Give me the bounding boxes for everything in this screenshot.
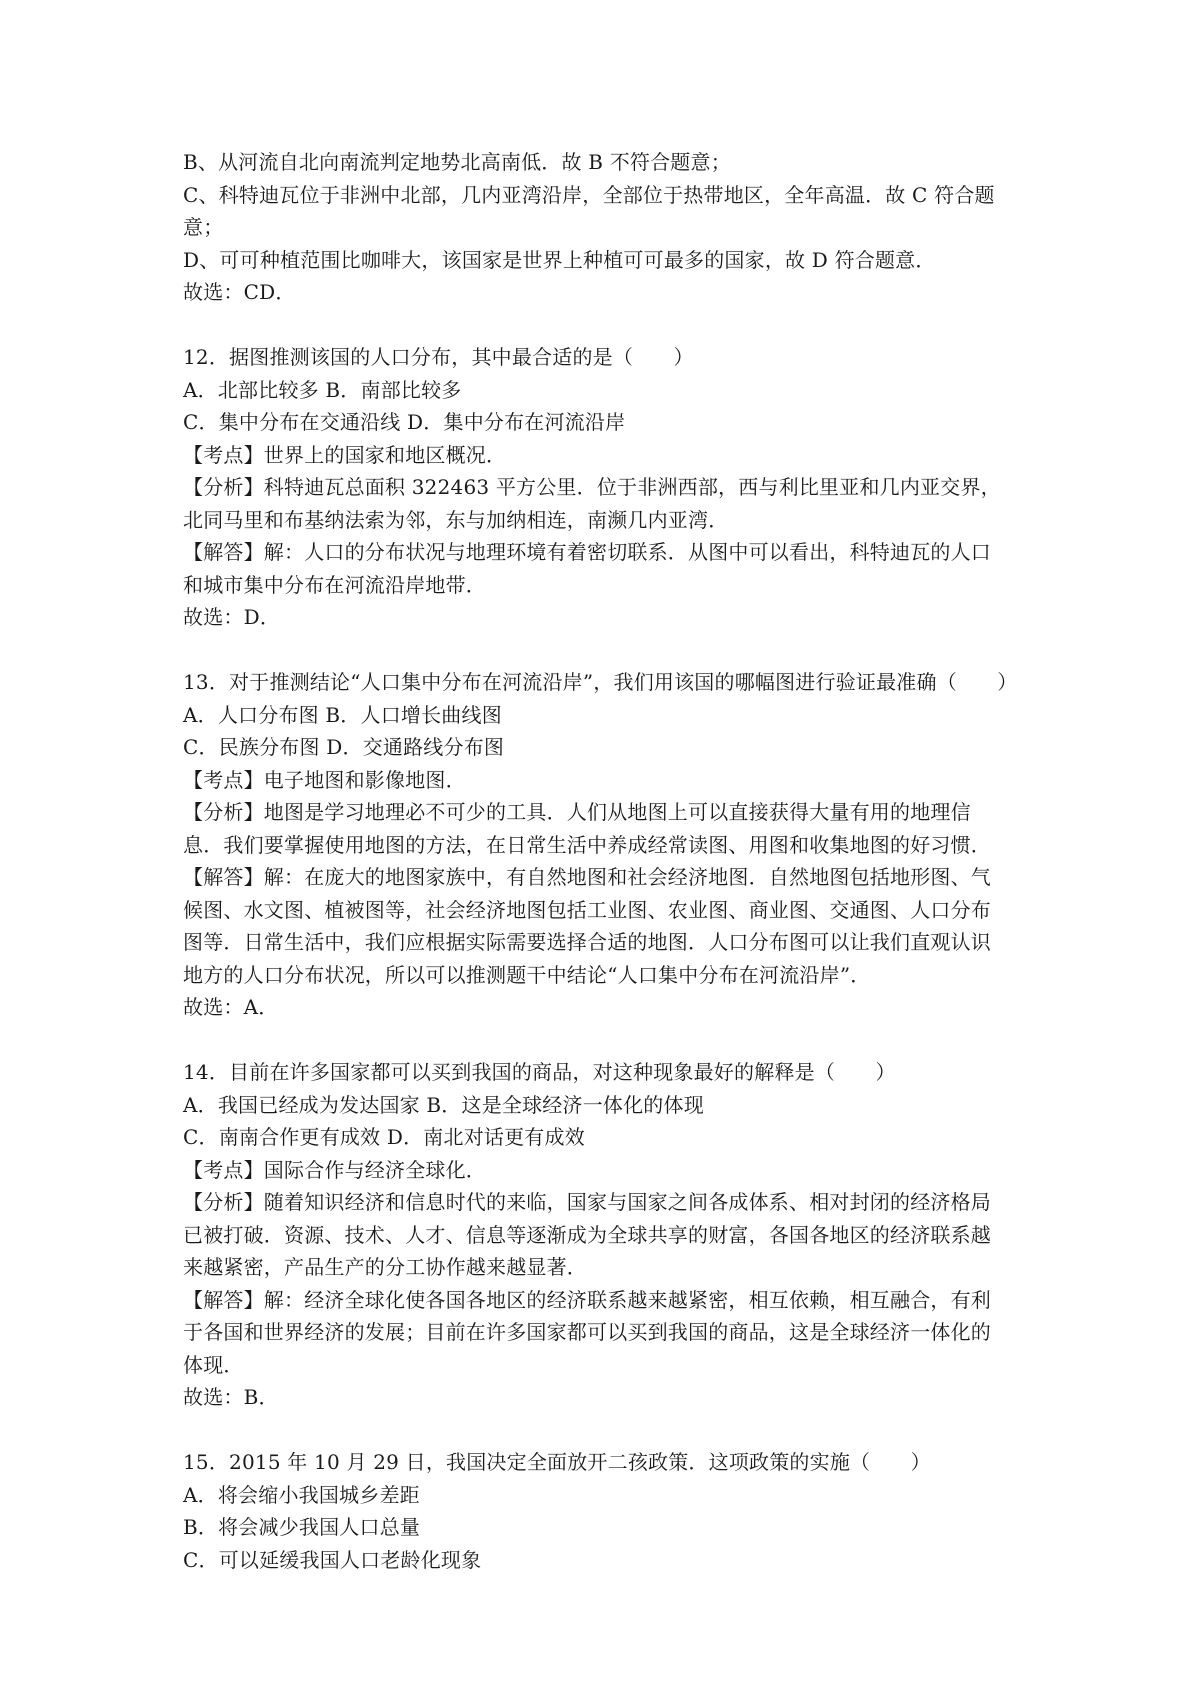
options-cd: C．集中分布在交通沿线 D．集中分布在河流沿岸 (183, 410, 626, 434)
analysis-line: 【分析】科特迪瓦总面积 322463 平方公里．位于非洲西部，西与利比里亚和几内亚交界， (183, 475, 1001, 499)
topic-line: 【考点】电子地图和影像地图． (183, 767, 466, 792)
solution-line: 于各国和世界经济的发展；目前在许多国家都可以买到我国的商品，这是全球经济一体化的 (183, 1320, 991, 1344)
option-c-explanation-cont: 意； (183, 215, 224, 239)
answer-line: 故选：CD． (183, 280, 296, 304)
option-b-explanation: B、从河流自北向南流判定地势北高南低．故 B 不符合题意； (183, 150, 731, 174)
option-d-explanation: D、可可种植范围比咖啡大，该国家是世界上种植可可最多的国家，故 D 符合题意． (183, 247, 936, 272)
spacer (183, 1414, 1043, 1447)
question-13 (183, 666, 1043, 1024)
analysis-line: 已被打破．资源、技术、人才、信息等逐渐成为全球共享的财富，各国各地区的经济联系越 (183, 1222, 991, 1247)
analysis-line: 北同马里和布基纳法索为邻，东与加纳相连，南濒几内亚湾． (183, 507, 729, 532)
solution-line: 图等．日常生活中，我们应根据实际需要选择合适的地图．人口分布图可以让我们直观认识 (183, 930, 991, 954)
analysis-line: 【分析】地图是学习地理必不可少的工具．人们从地图上可以直接获得大量有用的地理信 (183, 800, 971, 824)
answer-line: 故选：B． (183, 1385, 279, 1409)
document-page (183, 146, 1043, 1576)
question-12 (183, 341, 1043, 634)
previous-question-answer-continuation (183, 146, 1043, 309)
solution-line: 【解答】解：人口的分布状况与地理环境有着密切联系．从图中可以看出，科特迪瓦的人口 (183, 540, 991, 564)
solution-line: 体现． (183, 1352, 244, 1377)
question-stem: 12．据图推测该国的人口分布，其中最合适的是（ ） (183, 345, 694, 369)
option-a: A．将会缩小我国城乡差距 (183, 1482, 420, 1507)
question-14 (183, 1056, 1043, 1414)
options-ab: A．人口分布图 B．人口增长曲线图 (183, 702, 502, 727)
options-cd: C．南南合作更有成效 D．南北对话更有成效 (183, 1125, 585, 1149)
analysis-line: 【分析】随着知识经济和信息时代的来临，国家与国家之间各成体系、相对封闭的经济格局 (183, 1190, 991, 1214)
answer-line: 故选：D． (183, 605, 281, 629)
topic-line: 【考点】国际合作与经济全球化． (183, 1157, 486, 1182)
spacer (183, 634, 1043, 667)
question-15 (183, 1446, 1043, 1576)
solution-line: 【解答】解：在庞大的地图家族中，有自然地图和社会经济地图．自然地图包括地形图、气 (183, 865, 991, 889)
options-cd: C．民族分布图 D．交通路线分布图 (183, 735, 505, 759)
solution-line: 和城市集中分布在河流沿岸地带． (183, 572, 486, 597)
analysis-line: 来越紧密，产品生产的分工协作越来越显著． (183, 1255, 587, 1279)
question-stem: 13．对于推测结论“人口集中分布在河流沿岸”，我们用该国的哪幅图进行验证最准确（ ） (183, 670, 1018, 694)
spacer (183, 309, 1043, 342)
option-b: B．将会减少我国人口总量 (183, 1515, 421, 1539)
analysis-line: 息．我们要掌握使用地图的方法，在日常生活中养成经常读图、用图和收集地图的好习惯． (183, 832, 991, 857)
options-ab: A．北部比较多 B．南部比较多 (183, 377, 462, 402)
solution-line: 候图、水文图、植被图等，社会经济地图包括工业图、农业图、商业图、交通图、人口分布 (183, 897, 991, 922)
spacer (183, 1024, 1043, 1057)
question-stem: 15．2015 年 10 月 29 日，我国决定全面放开二孩政策．这项政策的实施（ ） (183, 1450, 931, 1474)
option-c: C．可以延缓我国人口老龄化现象 (183, 1547, 482, 1572)
options-ab: A．我国已经成为发达国家 B．这是全球经济一体化的体现 (183, 1092, 704, 1117)
topic-line: 【考点】世界上的国家和地区概况． (183, 442, 507, 467)
answer-line: 故选：A． (183, 995, 279, 1019)
option-c-explanation: C、科特迪瓦位于非洲中北部，几内亚湾沿岸，全部位于热带地区，全年高温．故 C 符合题 (183, 182, 995, 207)
solution-line: 【解答】解：经济全球化使各国各地区的经济联系越来越紧密，相互依赖，相互融合，有利 (183, 1287, 991, 1312)
question-stem: 14．目前在许多国家都可以买到我国的商品，对这种现象最好的解释是（ ） (183, 1060, 896, 1084)
solution-line: 地方的人口分布状况，所以可以推测题干中结论“人口集中分布在河流沿岸”． (183, 962, 871, 987)
